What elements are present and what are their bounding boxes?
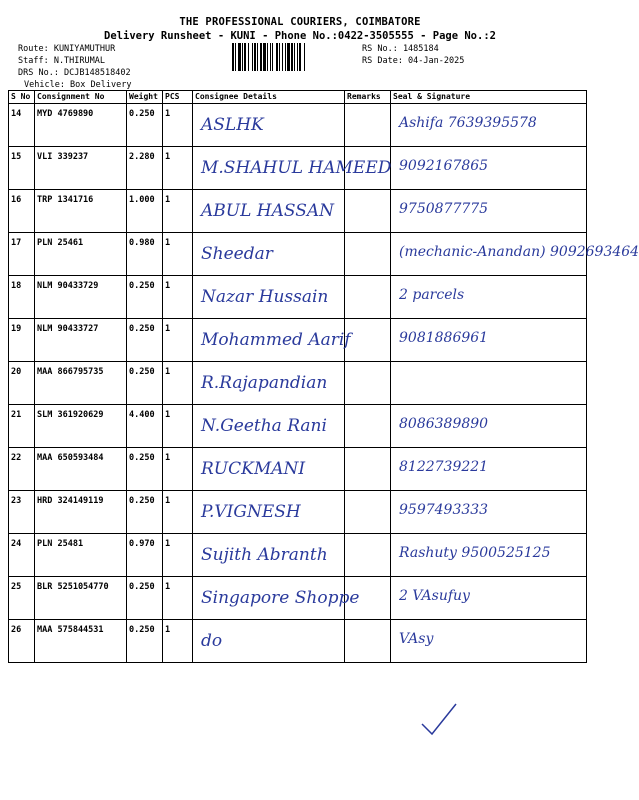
table-row: [9, 620, 587, 663]
cell-consignee: [193, 104, 345, 147]
cell-signature: [391, 577, 587, 620]
table-row: [9, 405, 587, 448]
cell-consignee: [193, 319, 351, 362]
barcode-image: [232, 43, 358, 71]
sheet-title: THE PROFESSIONAL COURIERS, COIMBATORE: [179, 16, 421, 28]
cell-consignee-handwriting: ABUL HASSAN: [201, 201, 335, 221]
runsheet-table: [8, 90, 639, 663]
cell-sno: 16: [9, 190, 35, 233]
cell-consignment-no: MYD 4769890: [35, 104, 127, 147]
cell-consignee-handwriting: Nazar Hussain: [201, 287, 329, 307]
cell-consignment-no: NLM 90433729: [35, 276, 127, 319]
staff-label: Staff: N.THIRUMAL: [18, 56, 105, 66]
cell-signature: [391, 276, 587, 319]
checkmark-icon: [420, 700, 460, 740]
cell-signature: [391, 147, 587, 190]
cell-remarks: [345, 491, 391, 534]
cell-pcs: 1: [163, 233, 193, 276]
cell-weight: 0.250: [127, 319, 163, 362]
cell-pcs: 1: [163, 448, 193, 491]
cell-sno: 20: [9, 362, 35, 405]
cell-consignee-handwriting: R.Rajapandian: [201, 373, 328, 393]
cell-consignee-handwriting: Singapore Shoppe: [201, 588, 360, 608]
cell-signature: [391, 534, 587, 577]
vehicle-label: Vehicle: Box Delivery: [24, 80, 132, 90]
cell-weight: 0.980: [127, 233, 163, 276]
cell-signature-handwriting: 9750877775: [399, 201, 489, 217]
table-row: [9, 491, 587, 534]
table-header-row: [9, 91, 587, 104]
cell-consignee: [193, 233, 345, 276]
cell-signature: [391, 405, 587, 448]
cell-signature: [391, 233, 639, 276]
cell-signature: [391, 491, 587, 534]
cell-remarks: [345, 534, 391, 577]
cell-remarks: [345, 620, 391, 663]
cell-sno: 14: [9, 104, 35, 147]
cell-consignee-handwriting: N.Geetha Rani: [201, 416, 327, 436]
cell-signature-handwriting: 8086389890: [399, 416, 489, 432]
cell-signature: [391, 104, 587, 147]
cell-weight: 0.250: [127, 104, 163, 147]
cell-pcs: 1: [163, 276, 193, 319]
cell-consignee: [193, 448, 345, 491]
cell-weight: 0.250: [127, 620, 163, 663]
cell-consignment-no: PLN 25481: [35, 534, 127, 577]
cell-signature: [391, 448, 587, 491]
cell-weight: 0.250: [127, 362, 163, 405]
cell-sno: 21: [9, 405, 35, 448]
cell-consignment-no: NLM 90433727: [35, 319, 127, 362]
cell-signature-handwriting: VAsy: [399, 631, 434, 647]
cell-consignment-no: PLN 25461: [35, 233, 127, 276]
cell-consignee: [193, 491, 345, 534]
cell-sno: 15: [9, 147, 35, 190]
cell-pcs: 1: [163, 491, 193, 534]
table-row: [9, 190, 587, 233]
cell-weight: 4.400: [127, 405, 163, 448]
cell-consignee-handwriting: ASLHK: [201, 115, 264, 135]
cell-signature: [391, 190, 587, 233]
cell-remarks: [345, 319, 391, 362]
table-row: [9, 577, 587, 620]
cell-consignee-handwriting: Sheedar: [201, 244, 273, 264]
cell-sno: 22: [9, 448, 35, 491]
cell-signature-handwriting: Rashuty 9500525125: [399, 545, 551, 561]
cell-weight: 0.250: [127, 276, 163, 319]
cell-pcs: 1: [163, 147, 193, 190]
cell-signature: [391, 620, 587, 663]
cell-consignment-no: HRD 324149119: [35, 491, 127, 534]
rs-number: RS No.: 1485184: [362, 44, 439, 54]
cell-consignment-no: TRP 1341716: [35, 190, 127, 233]
cell-sno: 18: [9, 276, 35, 319]
cell-sno: 24: [9, 534, 35, 577]
cell-consignee-handwriting: P.VIGNESH: [201, 502, 301, 522]
cell-pcs: 1: [163, 405, 193, 448]
drs-label: DRS No.: DCJB148518402: [18, 68, 131, 78]
cell-consignment-no: MAA 650593484: [35, 448, 127, 491]
cell-consignment-no: SLM 361920629: [35, 405, 127, 448]
cell-consignee: [193, 577, 360, 620]
col-header-remarks: Remarks: [345, 91, 391, 104]
cell-sno: 25: [9, 577, 35, 620]
col-header-consignee: Consignee Details: [193, 91, 345, 104]
cell-weight: 0.250: [127, 577, 163, 620]
cell-consignee-handwriting: Mohammed Aarif: [201, 330, 351, 350]
meta-right: [362, 43, 464, 67]
cell-sno: 17: [9, 233, 35, 276]
meta-left: [18, 43, 131, 91]
cell-consignee: [193, 190, 345, 233]
cell-sno: 26: [9, 620, 35, 663]
route-label: Route: KUNIYAMUTHUR: [18, 44, 116, 54]
cell-weight: 2.280: [127, 147, 163, 190]
col-header-weight: Weight: [127, 91, 163, 104]
cell-consignment-no: MAA 575844531: [35, 620, 127, 663]
cell-signature-handwriting: 2 parcels: [399, 287, 465, 303]
cell-pcs: 1: [163, 534, 193, 577]
cell-signature-handwriting: [393, 367, 584, 373]
cell-consignee: [193, 147, 392, 190]
col-header-pcs: PCS: [163, 91, 193, 104]
cell-consignment-no: VLI 339237: [35, 147, 127, 190]
table-row: [9, 534, 587, 577]
cell-consignee: [193, 405, 345, 448]
table-row: [9, 147, 587, 190]
cell-sno: 23: [9, 491, 35, 534]
cell-signature-handwriting: Ashifa 7639395578: [399, 115, 537, 131]
cell-signature-handwriting: 9597493333: [399, 502, 489, 518]
col-header-signature: Seal & Signature: [391, 91, 587, 104]
cell-consignment-no: BLR 5251054770: [35, 577, 127, 620]
cell-weight: 0.970: [127, 534, 163, 577]
col-header-consignment: Consignment No: [35, 91, 127, 104]
table-row: [9, 276, 587, 319]
cell-sno: 19: [9, 319, 35, 362]
rs-date: RS Date: 04-Jan-2025: [362, 56, 465, 66]
cell-signature-handwriting: 9092167865: [399, 158, 489, 174]
cell-consignment-no: MAA 866795735: [35, 362, 127, 405]
cell-remarks: [345, 362, 391, 405]
cell-pcs: 1: [163, 319, 193, 362]
table-row: [9, 233, 587, 276]
cell-remarks: [345, 276, 391, 319]
cell-signature-handwriting: 8122739221: [399, 459, 489, 475]
cell-consignee: [193, 620, 345, 663]
cell-consignee-handwriting: Sujith Abranth: [201, 545, 328, 565]
cell-weight: 0.250: [127, 491, 163, 534]
cell-signature-handwriting: 2 VAsufuy: [399, 588, 470, 604]
cell-pcs: 1: [163, 104, 193, 147]
cell-signature: [391, 362, 587, 405]
cell-remarks: [345, 104, 391, 147]
cell-consignee: [193, 534, 345, 577]
cell-pcs: 1: [163, 577, 193, 620]
cell-remarks: [345, 233, 391, 276]
sheet-subtitle: Delivery Runsheet - KUNI - Phone No.:0422-3505555 - Page No.:2: [104, 30, 496, 42]
cell-signature: [391, 319, 587, 362]
cell-consignee: [193, 276, 345, 319]
cell-remarks: [345, 448, 391, 491]
cell-remarks: [345, 405, 391, 448]
cell-signature-handwriting: (mechanic-Anandan) 9092693464: [399, 244, 639, 260]
cell-consignee: [193, 362, 345, 405]
cell-consignee-handwriting: RUCKMANI: [201, 459, 306, 479]
cell-pcs: 1: [163, 620, 193, 663]
col-header-sno: S No: [9, 91, 35, 104]
table-row: [9, 448, 587, 491]
table-row: [9, 104, 587, 147]
cell-pcs: 1: [163, 362, 193, 405]
cell-weight: 0.250: [127, 448, 163, 491]
cell-pcs: 1: [163, 190, 193, 233]
cell-consignee-handwriting: M.SHAHUL HAMEED: [201, 158, 392, 178]
cell-weight: 1.000: [127, 190, 163, 233]
cell-remarks: [345, 190, 391, 233]
cell-signature-handwriting: 9081886961: [399, 330, 489, 346]
table-row: [9, 319, 587, 362]
table-row: [9, 362, 587, 405]
cell-consignee-handwriting: do: [201, 631, 223, 651]
